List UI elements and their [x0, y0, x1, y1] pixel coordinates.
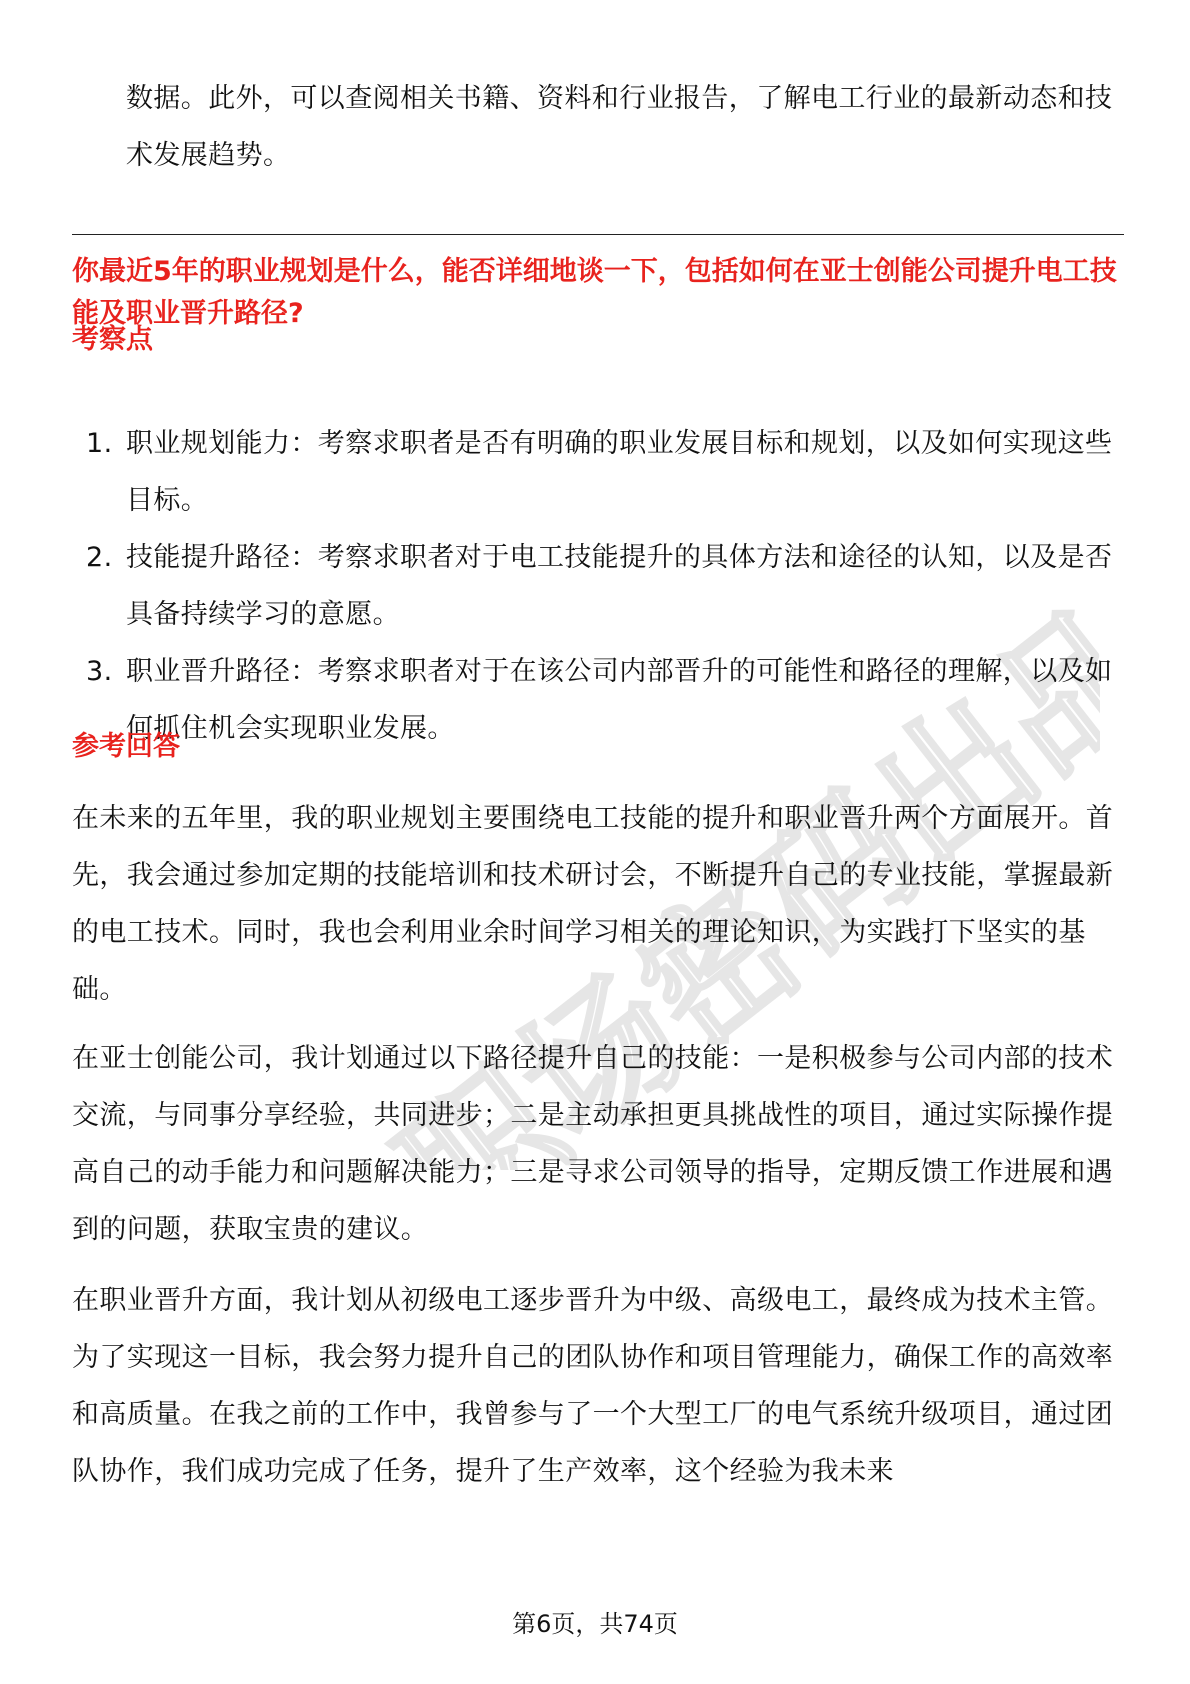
- assessment-item: [72, 643, 1122, 757]
- item-number: 2.: [86, 542, 113, 573]
- question-title: 你最近5年的职业规划是什么，能否详细地谈一下，包括如何在亚士创能公司提升电工技能及职业晋升路径?: [72, 256, 1117, 329]
- answer-paragraph: 在未来的五年里，我的职业规划主要围绕电工技能的提升和职业晋升两个方面展开。首先，我会通过参加定期的技能培训和技术研讨会，不断提升自己的专业技能，掌握最新的电工技术。同时，我也会利用业余时间学习相关的理论知识，为实践打下坚实的基础。: [72, 803, 1114, 1005]
- assessment-item: [72, 529, 1122, 643]
- item-text: 职业规划能力：考察求职者是否有明确的职业发展目标和规划，以及如何实现这些目标。: [126, 428, 1113, 516]
- intro-continuation: 数据。此外，可以查阅相关书籍、资料和行业报告，了解电工行业的最新动态和技术发展趋势。: [126, 83, 1113, 171]
- answer-paragraph: 在亚士创能公司，我计划通过以下路径提升自己的技能：一是积极参与公司内部的技术交流，与同事分享经验，共同进步；二是主动承担更具挑战性的项目，通过实际操作提高自己的动手能力和问题解决能力；三是寻求公司领导的指导，定期反馈工作进展和遇到的问题，获取宝贵的建议。: [72, 1043, 1114, 1245]
- item-text: 职业晋升路径：考察求职者对于在该公司内部晋升的可能性和路径的理解，以及如何抓住机会实现职业发展。: [126, 656, 1113, 744]
- item-text: 技能提升路径：考察求职者对于电工技能提升的具体方法和途径的认知，以及是否具备持续学习的意愿。: [126, 542, 1113, 630]
- answer-heading: 参考回答: [72, 731, 180, 762]
- item-number: 3.: [86, 656, 113, 687]
- assessment-list: [72, 415, 1122, 757]
- page-footer: 第6页，共74页: [512, 1610, 678, 1638]
- item-number: 1.: [86, 428, 113, 459]
- assessment-item: [72, 415, 1122, 529]
- answer-paragraph: 在职业晋升方面，我计划从初级电工逐步晋升为中级、高级电工，最终成为技术主管。为了实现这一目标，我会努力提升自己的团队协作和项目管理能力，确保工作的高效率和高质量。在我之前的工作中，我曾参与了一个大型工厂的电气系统升级项目，通过团队协作，我们成功完成了任务，提升了生产效率，这个经验为我未来: [72, 1285, 1114, 1487]
- watermark-text: 职场密码出品: [371, 575, 1100, 1170]
- section-divider: [72, 234, 1124, 235]
- assessment-heading: 考察点: [72, 324, 153, 355]
